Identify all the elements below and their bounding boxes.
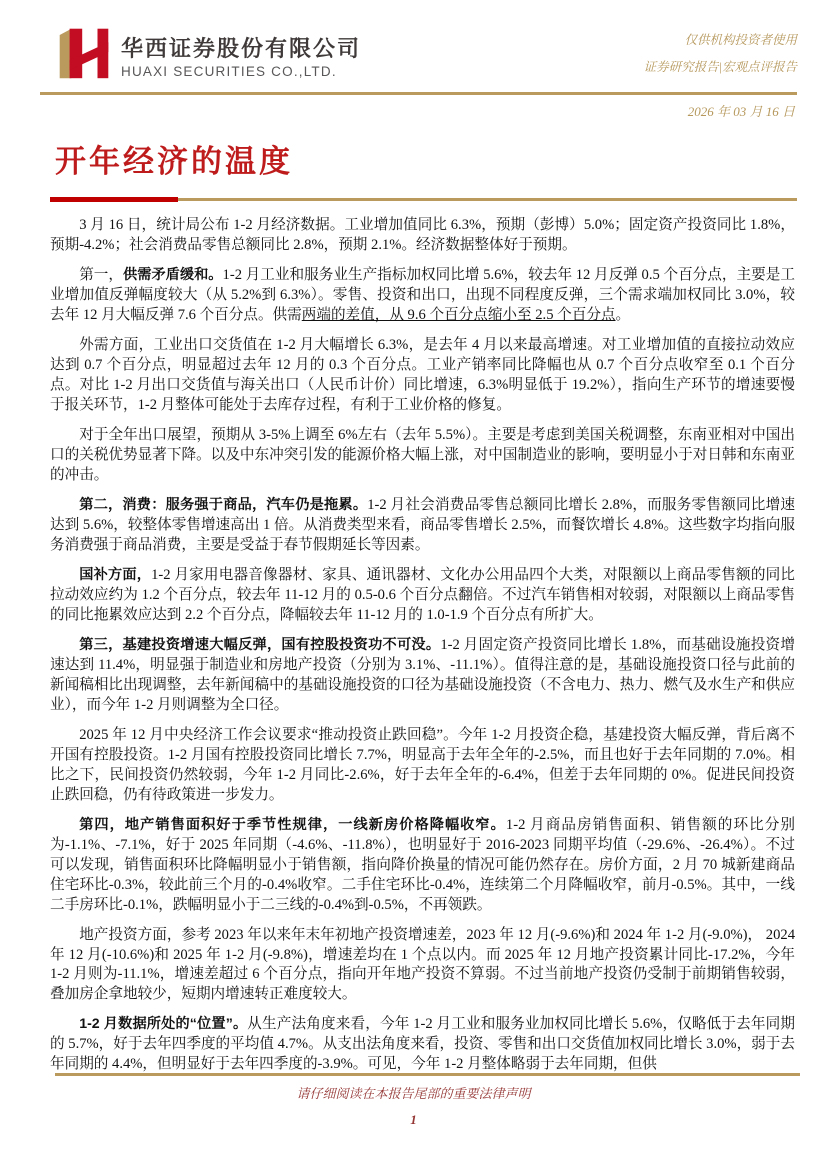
- paragraph-text: 从生产法角度来看，今年 1-2 月工业和服务业加权同比增长 5.6%，仅略低于去年同期的 5.7%，好于去年四季度的平均值 4.7%。从支出法角度来看，投资、零售和出口交货值加权同比增长 3.0%，弱于去年同期的 4.4%，但明显好于去年四季度的-3.9%。可见，今年 1-2 月整体略弱于去年同期，但供: [50, 1016, 795, 1073]
- paragraph-lead-bold: 国补方面，: [79, 566, 152, 583]
- paragraph-text: 外需方面，工业出口交货值在 1-2 月大幅增长 6.3%，是去年 4 月以来最高增速。对工业增加值的直接拉动效应达到 0.7 个百分点，明显超过去年 12 月的 0.3 个百分点。工业产销率同比降幅也从 0.7 个百分点收窄至 0.1 个百分点。对比 1-2 月出口交货值与海关出口（人民币计价）同比增速，6.3%明显低于 19.2%），指向生产环节的增速要慢于报关环节，1-2 月整体可能处于去库存过程，有利于工业价格的修复。: [50, 336, 795, 413]
- paragraph-text: 地产投资方面，参考 2023 年以来年末年初地产投资增速差，2023 年 12 月(-9.6%)和 2024 年 1-2 月(-9.0%)， 2024 年 12 月(-10.6%)和 2025 年 1-2 月(-9.8%)，增速差均在 1 个点以内。而 2025 年 12 月地产投资累计同比-17.2%，今年 1-2 月则为-11.1%，增速差超过 6 个百分点，指向开年地产投资不算弱。不过当前地产投资仍受制于前期销售较弱，叠加房企拿地较少，短期内增速转正难度较大。: [50, 926, 795, 1003]
- paragraph: [50, 336, 795, 416]
- page-title: 开年经济的温度: [55, 144, 293, 179]
- company-brand: [57, 26, 361, 85]
- paragraph-underlined-text: 两端的差值，从 9.6 个百分点缩小至 2.5 个百分点: [301, 306, 616, 323]
- huaxi-h-logo-icon: [57, 26, 111, 85]
- paragraph-lead-bold: 第三，基建投资增速大幅反弹，国有控股投资功不可没。: [79, 636, 441, 653]
- report-body: [50, 216, 795, 1075]
- paragraph-text: 第一，: [79, 266, 124, 283]
- paragraph-lead-bold: 1-2 月数据所处的“位置”。: [79, 1016, 248, 1033]
- company-name-cn: 华西证券股份有限公司: [121, 36, 362, 61]
- paragraph: [50, 566, 795, 626]
- paragraph-text: 1-2 月工业和服务业生产指标加权同比增 5.6%，较去年 12 月反弹 0.5 个百分点，主要是工业增加值反弹幅度较大（从 5.2%到 6.3%）。零售、投资和出口，出现不同程度反弹，三个需求端加权同比 3.0%，较去年 12 月大幅反弹 7.6 个百分点。供需: [50, 266, 795, 323]
- audience-note: 仅供机构投资者使用: [684, 33, 797, 47]
- paragraph: [50, 1015, 795, 1075]
- paragraph-lead-bold: 第四，地产销售面积好于季节性规律，一线新房价格降幅收窄。: [79, 816, 506, 833]
- report-header: [0, 0, 827, 85]
- paragraph-text: 1-2 月家用电器音像器材、家具、通讯器材、文化办公用品四个大类，对限额以上商品零售额的同比拉动效应约为 1.2 个百分点，较去年 11-12 月的 0.5-0.6 个百分点翻倍。不过汽车销售相对较弱，对限额以上商品零售的同比拖累效应达到 2.2 个百分点，降幅较去年 11-12 月的 1.0-1.9 个百分点有所扩大。: [50, 566, 795, 623]
- paragraph: [50, 816, 795, 916]
- paragraph: [50, 726, 795, 806]
- company-name-en: HUAXI SECURITIES CO.,LTD.: [121, 64, 337, 79]
- paragraph: [50, 496, 795, 556]
- footer-divider: [55, 1073, 800, 1076]
- paragraph-text: 。: [615, 306, 631, 323]
- paragraph: [50, 216, 795, 256]
- paragraph: [50, 426, 795, 486]
- paragraph-text: 对于全年出口展望，预期从 3-5%上调至 6%左右（去年 5.5%）。主要是考虑到美国关税调整，东南亚相对中国出口的关税优势显著下降。以及中东冲突引发的能源价格大幅上涨，对中国制造业的影响，要明显小于对日韩和东南亚的冲击。: [50, 426, 795, 483]
- report-type-label: 证券研究报告|宏观点评报告: [643, 60, 797, 74]
- footer-disclaimer: 请仔细阅读在本报告尾部的重要法律声明: [296, 1086, 531, 1101]
- paragraph-text: 2025 年 12 月中央经济工作会议要求“推动投资止跌回稳”。今年 1-2 月投资企稳，基建投资大幅反弹，背后离不开国有控股投资。1-2 月国有控股投资同比增长 7.7%，明显高于去年全年的-2.5%，而且也好于去年同期的 7.0%。相比之下，民间投资仍然较弱，今年 1-2 月同比-2.6%，好于去年全年的-6.4%，但差于去年同期的 0%。促进民间投资止跌回稳，仍有待政策进一步发力。: [50, 726, 795, 803]
- paragraph-text: 1-2 月社会消费品零售总额同比增长 2.8%，而服务零售额同比增速达到 5.6%，较整体零售增速高出 1 倍。从消费类型来看，商品零售增长 2.5%，而餐饮增长 4.8%。这些数字均指向服务消费强于商品消费，主要是受益于春节假期延长等因素。: [50, 496, 795, 553]
- company-names: [121, 32, 361, 79]
- paragraph: [50, 926, 795, 1006]
- header-right: [644, 26, 797, 75]
- paragraph-text: 1-2 月商品房销售面积、销售额的环比分别为-1.1%、-7.1%，好于 2025 年同期（-4.6%、-11.8%），也明显好于 2016-2023 同期平均值（-29.6%、-26.4%）。不过可以发现，销售面积环比降幅明显小于销售额，指向降价换量的情况可能仍然存在。房价方面，2 月 70 城新建商品住宅环比-0.3%，较此前三个月的-0.4%收窄。二手住宅环比-0.4%，连续第二个月降幅收窄，前月-0.5%。其中，一线二手房环比-0.1%，跌幅明显小于二三线的-0.4%到-0.5%，不再领跌。: [50, 816, 795, 913]
- report-date: 2026 年 03 月 16 日: [687, 104, 795, 119]
- title-divider-red-segment: [50, 197, 178, 202]
- paragraph-lead-bold: 第二，消费：服务强于商品，汽车仍是拖累。: [79, 496, 368, 513]
- paragraph-lead-bold: 供需矛盾缓和。: [123, 266, 223, 283]
- page-number: 1: [410, 1112, 417, 1127]
- title-divider: [50, 197, 797, 202]
- paragraph: [50, 266, 795, 326]
- paragraph-text: 1-2 月固定资产投资同比增长 1.8%，而基础设施投资增速达到 11.4%，明显强于制造业和房地产投资（分别为 3.1%、-11.1%）。值得注意的是，基础设施投资口径与此前的新闻稿相比出现调整，去年新闻稿中的基础设施投资的口径为基础设施投资（不含电力、热力、燃气及水生产和供应业），而今年 1-2 月则调整为全口径。: [50, 636, 795, 713]
- paragraph: [50, 636, 795, 716]
- title-divider-gold-segment: [178, 198, 797, 201]
- paragraph-text: 3 月 16 日，统计局公布 1-2 月经济数据。工业增加值同比 6.3%，预期（彭博）5.0%；固定资产投资同比 1.8%，预期-4.2%；社会消费品零售总额同比 2.8%，预期 2.1%。经济数据整体好于预期。: [50, 217, 795, 253]
